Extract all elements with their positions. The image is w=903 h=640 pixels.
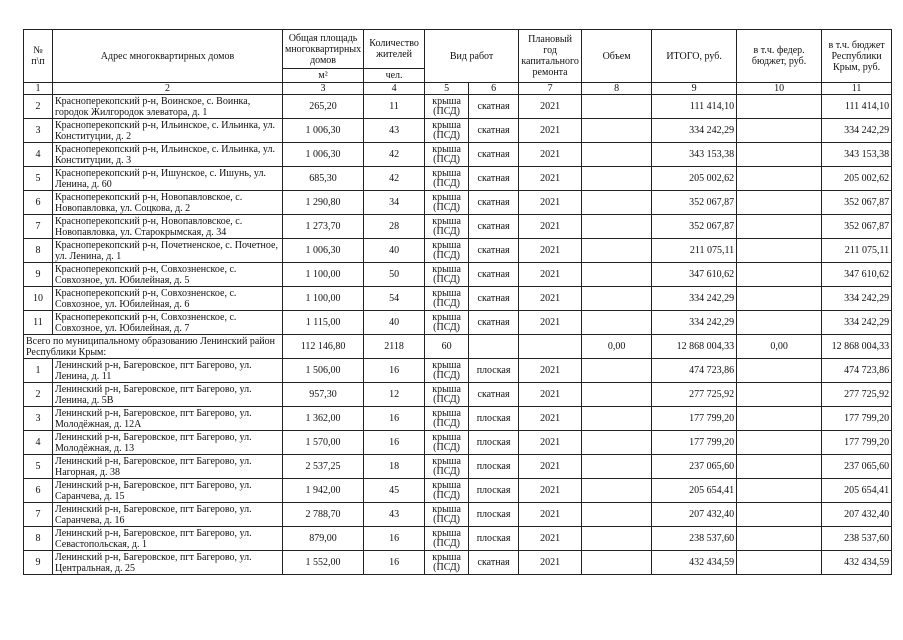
row-crimea: 207 432,40 (822, 503, 892, 527)
table-row (24, 455, 892, 479)
row-work-type: крыша (ПСД) (425, 239, 469, 263)
row-residents: 16 (364, 431, 425, 455)
row-year: 2021 (519, 119, 582, 143)
row-area: 1 273,70 (283, 215, 364, 239)
header-area: Общая площадь многоквартирных домов (283, 30, 364, 69)
header-num: № п\п (24, 30, 53, 83)
column-number-cell: 4 (364, 83, 425, 95)
row-number: 8 (24, 527, 53, 551)
row-total: 205 654,41 (652, 479, 737, 503)
row-roof-type: плоская (469, 503, 519, 527)
row-year: 2021 (519, 167, 582, 191)
row-volume (582, 95, 652, 119)
row-roof-type: скатная (469, 143, 519, 167)
row-federal (737, 359, 822, 383)
row-roof-type: скатная (469, 119, 519, 143)
row-residents: 43 (364, 503, 425, 527)
row-crimea: 177 799,20 (822, 431, 892, 455)
table-row (24, 479, 892, 503)
header-federal: в т.ч. федер. бюджет, руб. (737, 30, 822, 83)
column-number-cell: 3 (283, 83, 364, 95)
row-work-type: крыша (ПСД) (425, 287, 469, 311)
row-roof-type: плоская (469, 431, 519, 455)
row-area: 1 006,30 (283, 143, 364, 167)
row-total: 432 434,59 (652, 551, 737, 575)
row-volume (582, 215, 652, 239)
table-row (24, 215, 892, 239)
table-row (24, 551, 892, 575)
row-federal (737, 167, 822, 191)
row-crimea: 111 414,10 (822, 95, 892, 119)
row-work-type: крыша (ПСД) (425, 431, 469, 455)
row-volume (582, 119, 652, 143)
row-residents: 40 (364, 239, 425, 263)
row-volume (582, 311, 652, 335)
row-total: 277 725,92 (652, 383, 737, 407)
row-year: 2021 (519, 287, 582, 311)
row-roof-type: скатная (469, 191, 519, 215)
row-volume (582, 287, 652, 311)
total-sum: 12 868 004,33 (652, 335, 737, 359)
row-federal (737, 479, 822, 503)
row-address: Ленинский р-н, Багеровское, пгт Багерово, ул. Молодёжная, д. 12А (53, 407, 283, 431)
row-year: 2021 (519, 383, 582, 407)
row-federal (737, 383, 822, 407)
row-area: 265,20 (283, 95, 364, 119)
total-year-empty (519, 335, 582, 359)
row-volume (582, 479, 652, 503)
row-crimea: 177 799,20 (822, 407, 892, 431)
row-number: 3 (24, 407, 53, 431)
table-row (24, 503, 892, 527)
row-federal (737, 287, 822, 311)
row-crimea: 474 723,86 (822, 359, 892, 383)
row-address: Красноперекопский р-н, Новопавловское, с. Новопавловка, ул. Старокрымская, д. 34 (53, 215, 283, 239)
row-number: 2 (24, 383, 53, 407)
column-numbers-row (24, 83, 892, 95)
table-row (24, 407, 892, 431)
row-federal (737, 215, 822, 239)
row-area: 1 290,80 (283, 191, 364, 215)
row-year: 2021 (519, 359, 582, 383)
row-roof-type: скатная (469, 287, 519, 311)
row-address: Ленинский р-н, Багеровское, пгт Багерово, ул. Ленина, д. 5В (53, 383, 283, 407)
header-residents: Количество жителей (364, 30, 425, 69)
row-total: 207 432,40 (652, 503, 737, 527)
row-crimea: 277 725,92 (822, 383, 892, 407)
row-area: 1 006,30 (283, 119, 364, 143)
row-residents: 42 (364, 143, 425, 167)
row-federal (737, 95, 822, 119)
row-residents: 16 (364, 359, 425, 383)
row-number: 3 (24, 119, 53, 143)
row-total: 211 075,11 (652, 239, 737, 263)
row-address: Красноперекопский р-н, Совхозненское, с. Совхозное, ул. Юбилейная, д. 6 (53, 287, 283, 311)
table-row (24, 143, 892, 167)
row-year: 2021 (519, 95, 582, 119)
row-address: Красноперекопский р-н, Почетненское, с. Почетное, ул. Ленина, д. 1 (53, 239, 283, 263)
row-crimea: 205 654,41 (822, 479, 892, 503)
row-roof-type: плоская (469, 479, 519, 503)
table-row (24, 287, 892, 311)
row-residents: 54 (364, 287, 425, 311)
row-volume (582, 551, 652, 575)
row-federal (737, 239, 822, 263)
row-address: Красноперекопский р-н, Совхозненское, с. Совхозное, ул. Юбилейная, д. 7 (53, 311, 283, 335)
header-work-type: Вид работ (425, 30, 519, 83)
repair-program-table (23, 29, 892, 575)
row-year: 2021 (519, 479, 582, 503)
row-crimea: 334 242,29 (822, 311, 892, 335)
row-crimea: 352 067,87 (822, 215, 892, 239)
row-residents: 50 (364, 263, 425, 287)
row-residents: 16 (364, 527, 425, 551)
row-total: 334 242,29 (652, 311, 737, 335)
row-total: 177 799,20 (652, 431, 737, 455)
row-number: 5 (24, 167, 53, 191)
row-total: 111 414,10 (652, 95, 737, 119)
row-area: 2 788,70 (283, 503, 364, 527)
row-work-type: крыша (ПСД) (425, 143, 469, 167)
column-number-cell: 5 (425, 83, 469, 95)
row-area: 1 362,00 (283, 407, 364, 431)
row-roof-type: скатная (469, 215, 519, 239)
row-work-type: крыша (ПСД) (425, 383, 469, 407)
table-row (24, 263, 892, 287)
table-row (24, 95, 892, 119)
row-volume (582, 359, 652, 383)
row-address: Ленинский р-н, Багеровское, пгт Багерово, ул. Центральная, д. 25 (53, 551, 283, 575)
row-number: 4 (24, 431, 53, 455)
row-address: Ленинский р-н, Багеровское, пгт Багерово, ул. Ленина, д. 11 (53, 359, 283, 383)
table-row (24, 119, 892, 143)
row-federal (737, 431, 822, 455)
row-work-type: крыша (ПСД) (425, 167, 469, 191)
row-number: 8 (24, 239, 53, 263)
table-body (24, 95, 892, 575)
table-row (24, 431, 892, 455)
row-year: 2021 (519, 431, 582, 455)
row-residents: 45 (364, 479, 425, 503)
row-work-type: крыша (ПСД) (425, 263, 469, 287)
row-federal (737, 527, 822, 551)
row-volume (582, 143, 652, 167)
column-number-cell: 6 (469, 83, 519, 95)
row-residents: 11 (364, 95, 425, 119)
row-work-type: крыша (ПСД) (425, 95, 469, 119)
header-address: Адрес многоквартирных домов (53, 30, 283, 83)
table-row (24, 191, 892, 215)
row-volume (582, 503, 652, 527)
row-total: 238 537,60 (652, 527, 737, 551)
row-federal (737, 455, 822, 479)
row-area: 1 100,00 (283, 287, 364, 311)
header-crimea: в т.ч. бюджет Республики Крым, руб. (822, 30, 892, 83)
row-volume (582, 263, 652, 287)
row-work-type: крыша (ПСД) (425, 359, 469, 383)
row-address: Красноперекопский р-н, Воинское, с. Воинка, городок Жилгородок элеватора, д. 1 (53, 95, 283, 119)
row-residents: 40 (364, 311, 425, 335)
header-year: Плановый год капитального ремонта (519, 30, 582, 83)
row-federal (737, 551, 822, 575)
row-crimea: 343 153,38 (822, 143, 892, 167)
header-total: ИТОГО, руб. (652, 30, 737, 83)
row-roof-type: скатная (469, 263, 519, 287)
row-crimea: 238 537,60 (822, 527, 892, 551)
row-area: 1 570,00 (283, 431, 364, 455)
header-volume: Объем (582, 30, 652, 83)
row-residents: 43 (364, 119, 425, 143)
row-year: 2021 (519, 503, 582, 527)
row-address: Ленинский р-н, Багеровское, пгт Багерово, ул. Севастопольская, д. 1 (53, 527, 283, 551)
column-number-cell: 2 (53, 83, 283, 95)
row-year: 2021 (519, 407, 582, 431)
row-federal (737, 143, 822, 167)
total-roof-empty (469, 335, 519, 359)
row-year: 2021 (519, 239, 582, 263)
row-roof-type: скатная (469, 311, 519, 335)
row-area: 1 115,00 (283, 311, 364, 335)
row-area: 1 552,00 (283, 551, 364, 575)
row-address: Красноперекопский р-н, Ильинское, с. Ильинка, ул. Конституции, д. 3 (53, 143, 283, 167)
row-crimea: 352 067,87 (822, 191, 892, 215)
row-year: 2021 (519, 551, 582, 575)
row-residents: 42 (364, 167, 425, 191)
document-page (23, 29, 892, 575)
row-total: 352 067,87 (652, 191, 737, 215)
table-row (24, 359, 892, 383)
row-crimea: 432 434,59 (822, 551, 892, 575)
row-residents: 12 (364, 383, 425, 407)
row-residents: 28 (364, 215, 425, 239)
row-area: 1 942,00 (283, 479, 364, 503)
row-crimea: 334 242,29 (822, 287, 892, 311)
row-number: 4 (24, 143, 53, 167)
table-row (24, 383, 892, 407)
row-roof-type: скатная (469, 383, 519, 407)
row-federal (737, 503, 822, 527)
row-roof-type: плоская (469, 455, 519, 479)
row-federal (737, 407, 822, 431)
row-work-type: крыша (ПСД) (425, 215, 469, 239)
column-number-cell: 11 (822, 83, 892, 95)
header-area-unit: м² (283, 69, 364, 83)
total-area: 112 146,80 (283, 335, 364, 359)
column-number-cell: 9 (652, 83, 737, 95)
row-residents: 34 (364, 191, 425, 215)
row-work-type: крыша (ПСД) (425, 551, 469, 575)
table-header (24, 30, 892, 95)
row-total: 352 067,87 (652, 215, 737, 239)
row-federal (737, 191, 822, 215)
table-row (24, 311, 892, 335)
column-number-cell: 1 (24, 83, 53, 95)
row-work-type: крыша (ПСД) (425, 407, 469, 431)
row-volume (582, 455, 652, 479)
row-work-type: крыша (ПСД) (425, 311, 469, 335)
row-work-type: крыша (ПСД) (425, 527, 469, 551)
row-year: 2021 (519, 455, 582, 479)
column-number-cell: 10 (737, 83, 822, 95)
row-total: 334 242,29 (652, 287, 737, 311)
row-number: 6 (24, 479, 53, 503)
row-address: Ленинский р-н, Багеровское, пгт Багерово, ул. Саранчева, д. 15 (53, 479, 283, 503)
row-volume (582, 383, 652, 407)
row-volume (582, 431, 652, 455)
total-volume: 0,00 (582, 335, 652, 359)
row-number: 1 (24, 359, 53, 383)
row-address: Красноперекопский р-н, Новопавловское, с. Новопавловка, ул. Соцкова, д. 2 (53, 191, 283, 215)
row-number: 11 (24, 311, 53, 335)
row-residents: 16 (364, 407, 425, 431)
row-volume (582, 191, 652, 215)
row-area: 2 537,25 (283, 455, 364, 479)
row-address: Ленинский р-н, Багеровское, пгт Багерово, ул. Нагорная, д. 38 (53, 455, 283, 479)
row-number: 9 (24, 551, 53, 575)
table-row (24, 239, 892, 263)
row-work-type: крыша (ПСД) (425, 479, 469, 503)
row-total: 347 610,62 (652, 263, 737, 287)
row-number: 9 (24, 263, 53, 287)
row-roof-type: плоская (469, 359, 519, 383)
row-crimea: 237 065,60 (822, 455, 892, 479)
row-federal (737, 263, 822, 287)
row-roof-type: скатная (469, 239, 519, 263)
row-area: 1 100,00 (283, 263, 364, 287)
row-total: 334 242,29 (652, 119, 737, 143)
row-work-type: крыша (ПСД) (425, 503, 469, 527)
row-volume (582, 167, 652, 191)
row-total: 474 723,86 (652, 359, 737, 383)
row-crimea: 334 242,29 (822, 119, 892, 143)
row-crimea: 205 002,62 (822, 167, 892, 191)
row-number: 5 (24, 455, 53, 479)
row-year: 2021 (519, 311, 582, 335)
table-row (24, 527, 892, 551)
row-address: Красноперекопский р-н, Совхозненское, с. Совхозное, ул. Юбилейная, д. 5 (53, 263, 283, 287)
row-roof-type: скатная (469, 167, 519, 191)
row-roof-type: плоская (469, 407, 519, 431)
row-work-type: крыша (ПСД) (425, 119, 469, 143)
total-federal: 0,00 (737, 335, 822, 359)
row-year: 2021 (519, 215, 582, 239)
row-total: 237 065,60 (652, 455, 737, 479)
total-work: 60 (425, 335, 469, 359)
row-number: 2 (24, 95, 53, 119)
total-label: Всего по муниципальному образованию Ленинский район Республики Крым: (24, 335, 283, 359)
row-year: 2021 (519, 527, 582, 551)
row-federal (737, 119, 822, 143)
total-residents: 2118 (364, 335, 425, 359)
row-area: 957,30 (283, 383, 364, 407)
row-year: 2021 (519, 191, 582, 215)
row-year: 2021 (519, 143, 582, 167)
row-roof-type: скатная (469, 95, 519, 119)
table-row (24, 167, 892, 191)
row-volume (582, 527, 652, 551)
row-crimea: 347 610,62 (822, 263, 892, 287)
row-volume (582, 239, 652, 263)
row-area: 1 006,30 (283, 239, 364, 263)
row-number: 7 (24, 215, 53, 239)
row-area: 879,00 (283, 527, 364, 551)
row-area: 1 506,00 (283, 359, 364, 383)
row-work-type: крыша (ПСД) (425, 191, 469, 215)
row-total: 343 153,38 (652, 143, 737, 167)
row-address: Красноперекопский р-н, Ишунское, с. Ишунь, ул. Ленина, д. 60 (53, 167, 283, 191)
row-number: 10 (24, 287, 53, 311)
column-number-cell: 8 (582, 83, 652, 95)
row-year: 2021 (519, 263, 582, 287)
row-residents: 18 (364, 455, 425, 479)
row-work-type: крыша (ПСД) (425, 455, 469, 479)
column-number-cell: 7 (519, 83, 582, 95)
row-number: 6 (24, 191, 53, 215)
row-area: 685,30 (283, 167, 364, 191)
row-volume (582, 407, 652, 431)
row-number: 7 (24, 503, 53, 527)
row-address: Красноперекопский р-н, Ильинское, с. Ильинка, ул. Конституции, д. 2 (53, 119, 283, 143)
row-address: Ленинский р-н, Багеровское, пгт Багерово, ул. Саранчева, д. 16 (53, 503, 283, 527)
header-residents-unit: чел. (364, 69, 425, 83)
row-crimea: 211 075,11 (822, 239, 892, 263)
row-roof-type: скатная (469, 551, 519, 575)
total-crimea: 12 868 004,33 (822, 335, 892, 359)
row-total: 177 799,20 (652, 407, 737, 431)
total-row (24, 335, 892, 359)
row-residents: 16 (364, 551, 425, 575)
row-federal (737, 311, 822, 335)
row-total: 205 002,62 (652, 167, 737, 191)
row-roof-type: плоская (469, 527, 519, 551)
row-address: Ленинский р-н, Багеровское, пгт Багерово, ул. Молодёжная, д. 13 (53, 431, 283, 455)
